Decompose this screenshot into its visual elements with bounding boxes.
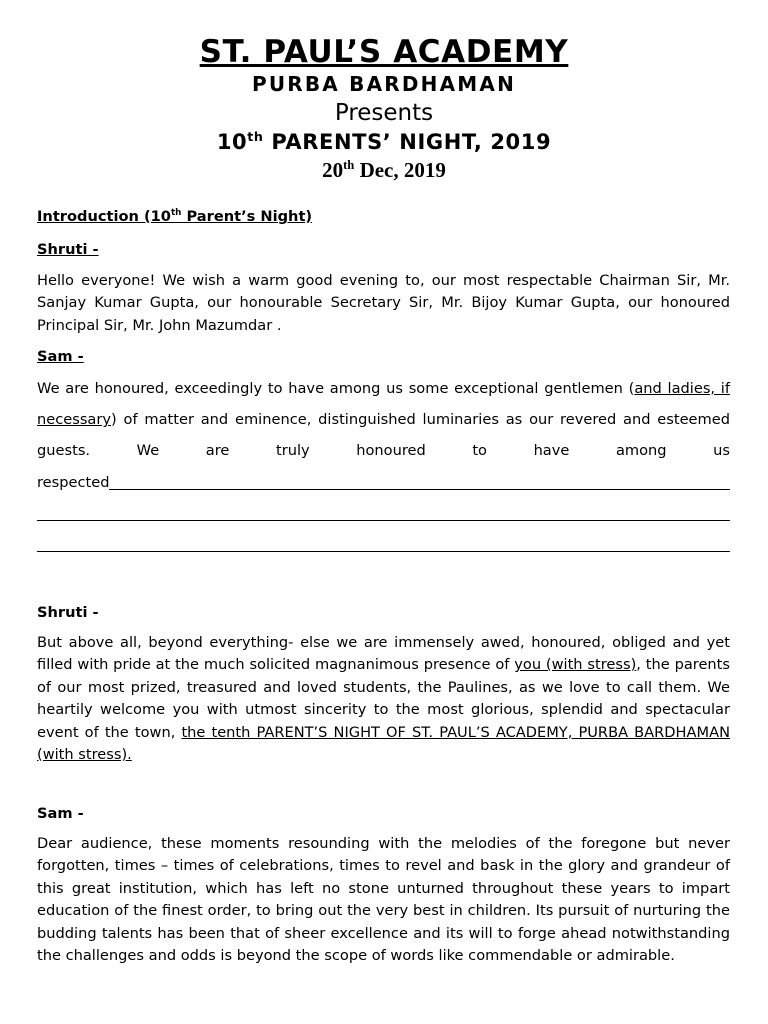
word: guests. — [37, 442, 91, 459]
word: us — [713, 442, 730, 459]
sam-2-text: Dear audience, these moments resounding with the melodies of the foregone but never forgotten, times – times of celebrations, times to revel and bask in the glory and grandeur of this great institution, which has left no stone unturned throughout these years to impart education of the finest order, to bring out the very best in children. Its pursuit of nurturing the budding talents has been that of sheer excellence and its will to forge ahead notwithstanding the challenges and odds is beyond the scope of words like commendable or admirable. — [37, 835, 730, 965]
date-ordinal: th — [343, 158, 355, 172]
intro-heading — [37, 206, 312, 228]
sam-1-line-1-text: We are honoured, exceedingly to have among us some exceptional gentlemen ( — [37, 380, 635, 397]
shruti-1-text: Hello everyone! We wish a warm good evening to, our most respectable Chairman Sir, Mr. Sanjay Kumar Gupta, our honourable Secretary Sir, Mr. Bijoy Kumar Gupta, our honoured Principal Sir, Mr. John Mazumdar . — [37, 272, 730, 334]
sam-1-line-4 — [37, 472, 730, 494]
intro-heading-b: Parent’s Night) — [181, 208, 313, 225]
event-number: 10 — [216, 130, 248, 154]
word: honoured — [356, 442, 426, 459]
word: to — [472, 442, 487, 459]
event-name: PARENTS’ NIGHT, 2019 — [263, 130, 552, 154]
word: We — [136, 442, 160, 459]
intro-heading-a: Introduction (10 — [37, 208, 171, 225]
sam-1-line-2 — [37, 409, 730, 431]
fill-blank-1 — [109, 489, 730, 490]
shruti-2-underlined-1: you (with stress) — [514, 656, 637, 674]
shruti-2-text — [37, 632, 730, 766]
sam-1-line-1 — [37, 378, 730, 400]
fill-blank-2 — [37, 520, 730, 521]
word: truly — [275, 442, 310, 459]
word: among — [615, 442, 667, 459]
speaker-shruti-1: Shruti - — [37, 241, 99, 258]
word: have — [533, 442, 570, 459]
speaker-shruti-2: Shruti - — [37, 604, 99, 621]
shruti-2-text-a: But above all, beyond everything- else we are immensely awed, honoured, obliged and yet filled with pride at the much solicited magnanimous presence of — [37, 634, 730, 674]
sam-1-line-2-underlined: necessary — [37, 411, 112, 428]
school-location: PURBA BARDHAMAN — [251, 72, 517, 96]
date-number: 20 — [322, 158, 344, 182]
school-title: ST. PAUL’S ACADEMY — [199, 34, 569, 70]
sam-1-line-4-text: respected — [37, 474, 110, 491]
event-date — [0, 156, 768, 184]
sam-1-line-1-underlined: and ladies, if — [634, 380, 730, 397]
sam-1-line-2-text: ) of matter and eminence, distinguished luminaries as our revered and esteemed — [111, 411, 730, 428]
word: are — [205, 442, 230, 459]
shruti-2-text-b: , the parents of our most prized, treasured and loved students, the Paulines, as we love to call them. We heartily welcome you with utmost sincerity to the most glorious, splendid and spectacular event of the town, — [37, 656, 731, 741]
event-title — [0, 126, 768, 158]
sam-1-line-3 — [37, 440, 730, 462]
speaker-sam-2: Sam - — [37, 805, 84, 822]
date-rest: Dec, 2019 — [354, 158, 446, 182]
speaker-sam-1: Sam - — [37, 348, 84, 365]
shruti-2-underlined-2: the tenth PARENT’S NIGHT OF ST. PAUL’S ACADEMY, PURBA BARDHAMAN (with stress). — [37, 723, 730, 764]
presents-line: Presents — [334, 100, 434, 126]
intro-heading-sup: th — [170, 208, 182, 219]
event-ordinal: th — [247, 129, 264, 144]
fill-blank-3 — [37, 551, 730, 552]
